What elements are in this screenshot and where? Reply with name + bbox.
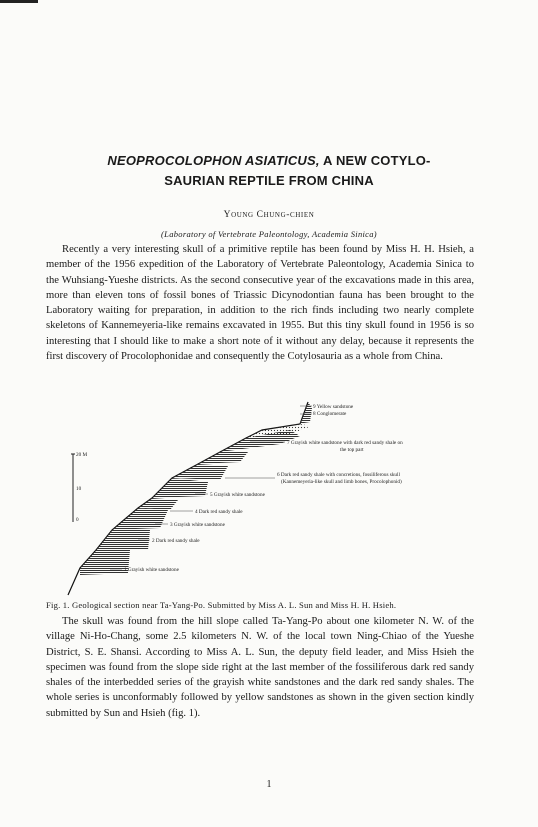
- stratum-1: [80, 550, 130, 575]
- layer-label-7-cont: the top part: [340, 447, 364, 453]
- paper-title: [40, 151, 498, 191]
- author-name: Young Chung-chien: [223, 210, 315, 220]
- scale-label-mid: 10: [76, 486, 82, 492]
- layer-label-8: 8 Conglomerate: [313, 411, 347, 417]
- layer-label-9: 9 Yellow sandstone: [313, 404, 354, 410]
- stratum-6: [172, 464, 228, 480]
- page-number: 1: [266, 779, 272, 790]
- corner-scan-mark: [0, 0, 38, 3]
- stratum-3: [112, 508, 168, 530]
- intro-paragraph: Recently a very interesting skull of a primitive reptile has been found by Miss H. H. Hsieh, a member of the 1956 expedition of the Laboratory of Vertebrate Paleontology, Academia Sinica to the Wuhsiang-Yueshe districts. As the second consecutive year of the excavations made in this area, more than eleven tons of fossil bones of Triassic Dicynodontian fauna has been brought to the Laboratory waiting for preparation, in addition to the rich finds including two nearly complete skeletons of Kannemeyeria-like remains excavated in 1955. But this tiny skull found in 1956 is so interesting that I should like to make a short note of it without any delay, because it represents the first discovery of Procolophonidae and consequently the Cotylosauria as a whole from China.: [46, 244, 474, 363]
- author-affiliation: (Laboratory of Vertebrate Paleontology, Academia Sinica): [161, 229, 377, 239]
- layer-label-1: 1 Grayish white sandstone: [124, 567, 179, 573]
- title-genus-species: NEOPROCOLOPHON ASIATICUS,: [107, 153, 320, 168]
- title-line1-rest: A NEW COTYLO-: [319, 153, 431, 168]
- second-paragraph: The skull was found from the hill slope called Ta-Yang-Po about one kilometer N. W. of the village Ni-Ho-Chang, some 2.5 kilometers N. W. of the local town Ning-Chiao of the Yueshe District, S. E. Shansi. According to Miss A. L. Sun, the deputy field leader, and Miss Hsieh the specimen was found from the slope side right at the last member of the fossiliferous dark red sandy shales of the interbedded series of the grayish white sandstones and the dark red sandy shales. The whole series is unconformably followed by yellow sandstones as shown in the given section kindly submitted by Sun and Hsieh (fig. 1).: [46, 616, 474, 719]
- layer-label-3: 3 Grayish white sandstone: [170, 522, 225, 528]
- layer-label-2: 2 Dark red sandy shale: [152, 538, 200, 544]
- scale-label-top: 20 M: [76, 452, 88, 458]
- stratum-4: [138, 498, 178, 510]
- layer-label-7: 7 Grayish white sandstone with dark red sandy shale on: [287, 440, 403, 446]
- stratum-7: [198, 452, 248, 464]
- title-line2: SAURIAN REPTILE FROM CHINA: [164, 173, 374, 188]
- layer-label-4: 4 Dark red sandy shale: [195, 509, 243, 515]
- scale-label-zero: 0: [76, 517, 79, 523]
- layer-label-6: 6 Dark red sandy shale with concretions, fossiliferous skull: [277, 472, 400, 478]
- geological-section-figure: [0, 390, 538, 600]
- stratum-5: [152, 478, 208, 498]
- figure-caption: Fig. 1. Geological section near Ta-Yang-Po. Submitted by Miss A. L. Sun and Miss H. H. Hsieh.: [46, 600, 397, 610]
- layer-label-5: 5 Grayish white sandstone: [210, 492, 265, 498]
- layer-label-6-cont: (Kannemeyeria-like skull and limb bones, Procolophonid): [281, 479, 402, 485]
